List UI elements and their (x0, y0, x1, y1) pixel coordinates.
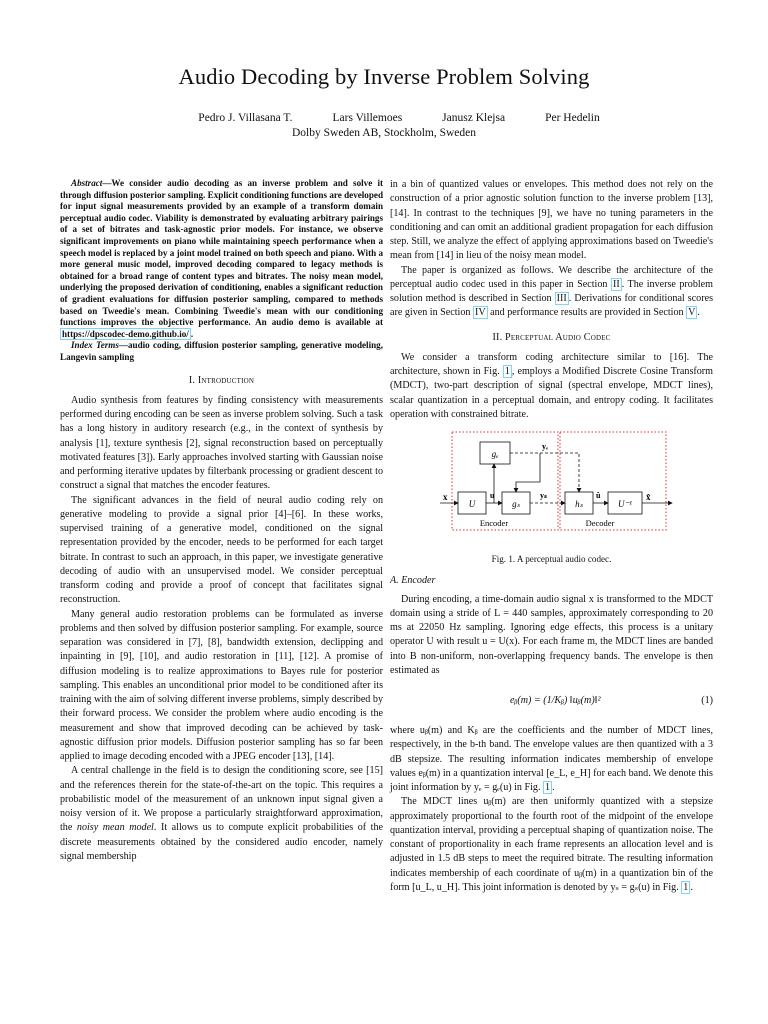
paragraph (390, 724, 713, 795)
U-label: U (468, 499, 476, 509)
subsection-heading-encoder: A. Encoder (390, 575, 436, 587)
text-run: and performance results are provided in Section (487, 307, 687, 319)
author: Lars Villemoes (332, 112, 403, 124)
paper-title: Audio Decoding by Inverse Problem Solving (178, 64, 590, 89)
figure-ref[interactable]: 1 (545, 782, 551, 793)
section-ref[interactable]: IV (474, 307, 486, 319)
text-run: . (697, 307, 700, 319)
text-run: We consider a transform coding architecture similar to [16]. The architecture, shown in Fig. (390, 351, 713, 377)
decoder-label: Decoder (585, 518, 615, 528)
equation-1 (390, 688, 713, 714)
text-run: . (552, 782, 555, 793)
section-ref[interactable]: II (612, 278, 620, 290)
hs-label: hₛ (575, 499, 583, 509)
encoder-label: Encoder (479, 518, 509, 528)
text-run: , employs a Modified Discrete Cosine Transform (MDCT), two-part description of signal (spectral envelope, MDCT lines), scalar quantization in a perceptual domain, and entropy coding. It facilitates operation with constrained bitrate. (390, 366, 713, 420)
right-column (390, 178, 713, 895)
paragraph (390, 351, 713, 422)
index-terms-text: —audio coding, diffusion posterior sampling, generative modeling, Langevin sampling (60, 340, 383, 362)
text-run: A central challenge in the field is to design the conditioning score, see [15] and the references therein for the state-of-the-art on the topic. This requires a probabilistic model of the measurement of an unknown input signal given a noisy version of it. We propose a particularly straightforward approximation, the (60, 765, 383, 834)
equation-body: eᵦ(m) = (1/Kᵦ) ‖uᵦ(m)‖² (510, 694, 601, 706)
codec-diagram (390, 430, 713, 548)
ye-signal-label: yₑ (542, 442, 549, 451)
index-terms (60, 340, 383, 363)
text-run: . The inverse problem solution method is described in Section (390, 278, 713, 304)
paragraph: in a bin of quantized values or envelopes. This method does not rely on the construction of a prior agnostic solution function to the inverse problem [13], [14]. In contrast to the techniques [9], we have no tuning parameters in the conditioning and can omit an additional gradient propagation for each diffusion step. Still, we analyze the effect of applying approximations based on Tweedie's mean from [14] in lieu of the noisy mean model. (390, 179, 713, 262)
ys-signal-label: yₛ (540, 491, 547, 500)
text-run: The paper is organized as follows. We describe the architecture of the perceptual audio codec used in this paper in Section (390, 264, 713, 290)
section-ref[interactable]: V (688, 307, 696, 319)
u-signal-label: u (490, 491, 495, 500)
abstract-end: . (190, 328, 194, 339)
figure-ref[interactable]: 1 (683, 881, 689, 893)
section-heading-codec: II. Perceptual Audio Codec (492, 331, 611, 343)
codec-diagram-svg (390, 430, 713, 548)
paragraph: Audio synthesis from features by finding consistency with measurements performed during encoding can be seen as inverse problem solving. Such a task has a long history in auditory research (e.g., in the context of synthesis by analysis [1], texture synthesis [2], signal reconstruction based on perceptually motivated features [3]). Early approaches involved starting with Gaussian noise and performing iterative updates by filterbank processing or gradient descent to construct a signal that matches the encoder features. (60, 394, 383, 492)
author-list (0, 112, 768, 124)
index-terms-label: Index Terms (71, 340, 119, 351)
abstract-label: Abstract (71, 178, 103, 188)
xhat-signal-label: x̂ (646, 492, 651, 502)
section-heading-introduction: I. Introduction (188, 374, 255, 386)
affiliation: Dolby Sweden AB, Stockholm, Sweden (292, 127, 476, 139)
paragraph (60, 764, 383, 864)
uhat-signal-label: û (596, 491, 601, 500)
paragraph: During encoding, a time-domain audio signal x is transformed to the MDCT domain using a stride of L = 440 samples, approximately corresponding to 20 ms at 22050 Hz sampling. Ignoring edge effects, this process is a unitary operator U with result u = U(x). For each frame m, the MDCT lines are banded into B non-uniform, non-overlapping frequency bands. The envelope is then estimated as (390, 593, 713, 676)
ye-to-hs-line (510, 453, 579, 492)
demo-link[interactable]: https://dpscodec-demo.github.io/ (62, 328, 189, 339)
Uinv-label: U⁻¹ (618, 499, 632, 509)
abstract-text: —We consider audio decoding as an inverse problem and solve it through diffusion posterior sampling. Explicit conditioning functions are developed for input signal measurements provided by an example of a transform domain perceptual audio codec. Viability is demonstrated by evaluating arbitrary pairings of a set of bitrates and task-agnostic prior models. For instance, we observe significant improvements on piano while maintaining speech performance when a speech model is replaced by a joint model trained on both speech and piano. With a more general music model, improved decoding compared to legacy methods is obtained for a broad range of content types and bitrates. The noisy mean model, underlying the proposed derivation of conditioning, enables a significant reduction of gradient evaluations for diffusion posterior sampling, compared to methods based on Tweedie's mean. Combining Tweedie's mean with our conditioning functions improves the objective performance. An audio demo is available at (60, 178, 383, 328)
paragraph: Many general audio restoration problems can be formulated as inverse problems and then solved by diffusion posterior sampling. For example, source separation was considered in [7], [8], bandwidth extension, declipping and inpainting in [9], [10], and audio restoration in [11], [12]. A promise of diffusion modeling is to realize approximations to Bayes rule for posterior sampling. This enables an unconditional prior model to be conditioned after its training with the aim of solving different inverse problems, simply described by their forward process. We consider the problem where audio encoding is the measurement and show that improved decoding can be achieved by task-agnostic diffusion prior models. Diffusion posterior sampling has so far been applied to image decoding encoded with a JPEG encoder [13], [14]. (60, 608, 383, 762)
equation-number: (1) (701, 694, 713, 706)
gs-label: gₛ (512, 499, 520, 509)
author: Per Hedelin (545, 112, 600, 124)
abstract (60, 178, 383, 340)
paragraph: The significant advances in the field of neural audio coding rely on generative modeling to provide a signal prior [4]–[6]. In these works, supervised training of a generative model, conditioned on the signal representation provided by the encoder, needs to be performed for each target bitrate. In contrast to such an approach, in this paper, we investigate generative decoding of audio with an unsupervised model. We consider perceptual transform coding and provide a proof of concept that facilitates signal reconstruction. (60, 494, 383, 606)
left-column (60, 178, 383, 864)
author: Janusz Klejsa (442, 112, 506, 124)
ye-to-gs-line (516, 453, 540, 492)
text-run: where uᵦ(m) and Kᵦ are the coefficients and the number of MDCT lines, respectively, in the b-th band. The envelope values are then quantized with a 3 dB stepsize. The resulting information indicates membership of envelope values eᵦ(m) in a quantization interval [e_L, e_H] for each band. We denote this joint information by yₑ = gₑ(u) in Fig. (390, 725, 713, 793)
emphasis: noisy mean model (76, 822, 154, 834)
paragraph (390, 795, 713, 895)
figure-caption: Fig. 1. A perceptual audio codec. (491, 554, 612, 564)
text-run: The MDCT lines uᵦ(m) are then uniformly quantized with a stepsize approximately proportional to the fourth root of the midpoint of the envelope quantization interval, providing a perceptual shaping of quantization noise. The constant of proportionality in each frame represents an allocation level and is adjusted in 1.5 dB steps to meet the required bitrate. The resulting information indicates membership of each coordinate of uᵦ(m) in a quantization bin of the form [u_L, u_H]. This joint information is denoted by yₛ = gₛ(u) in Fig. (390, 796, 713, 893)
figure-ref[interactable]: 1 (504, 366, 510, 377)
author: Pedro J. Villasana T. (198, 112, 293, 124)
section-ref[interactable]: III (556, 293, 567, 304)
text-run: . Derivations for conditional scores are given in Section (390, 293, 714, 319)
paragraph (390, 264, 713, 321)
decoder-group-box (560, 432, 666, 530)
text-run: . It allows us to compute explicit probabilities of the discrete measurements obtained by the considered audio encoder, namely signal membership (60, 822, 384, 862)
ge-label: gₑ (491, 449, 499, 459)
text-run: . (690, 881, 693, 893)
x-signal-label: x (443, 492, 448, 502)
